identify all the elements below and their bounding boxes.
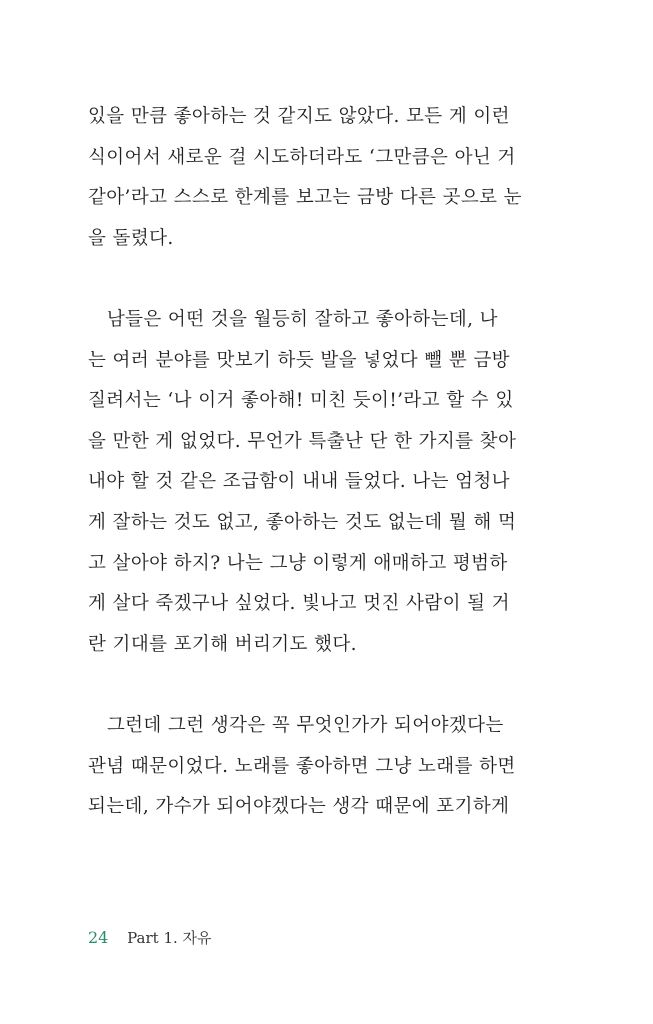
paragraph-break <box>88 665 568 706</box>
text-line: 게 살다 죽겠구나 싶었다. 빛나고 멋진 사람이 될 거 <box>88 593 510 615</box>
text-line: 있을 만큼 좋아하는 것 같지도 않았다. 모든 게 이런 <box>88 106 510 127</box>
page-body-text <box>88 97 568 828</box>
text-line: 란 기대를 포기해 버리기도 했다. <box>88 633 357 655</box>
page-footer <box>88 928 212 948</box>
text-line: 관념 때문이었다. 노래를 좋아하면 그냥 노래를 하면 <box>88 755 516 777</box>
text-line: 는 여러 분야를 맛보기 하듯 발을 넣었다 뺄 뿐 금방 <box>88 349 510 371</box>
text-line: 내야 할 것 같은 조급함이 내내 들었다. 나는 엄청나 <box>88 471 510 493</box>
text-line: 을 만한 게 없었다. 무언가 특출난 단 한 가지를 찾아 <box>88 430 517 452</box>
text-line: 질려서는 ‘나 이거 좋아해! 미친 듯이!’라고 할 수 있 <box>88 390 514 412</box>
text-line: 같아’라고 스스로 한계를 보고는 금방 다른 곳으로 눈 <box>88 187 522 209</box>
running-footer-part-label: Part 1. 자유 <box>127 929 212 947</box>
text-line: 게 잘하는 것도 없고, 좋아하는 것도 없는데 뭘 해 먹 <box>88 511 517 533</box>
text-line: 되는데, 가수가 되어야겠다는 생각 때문에 포기하게 <box>88 796 510 818</box>
text-line: 을 돌렸다. <box>88 227 174 249</box>
paragraph-break <box>88 259 568 300</box>
text-line: 식이어서 새로운 걸 시도하더라도 ‘그만큼은 아닌 거 <box>88 146 516 168</box>
text-line: 고 살아야 하지? 나는 그냥 이렇게 애매하고 평범하 <box>88 552 508 574</box>
text-line: 그런데 그런 생각은 꼭 무엇인가가 되어야겠다는 <box>88 714 504 736</box>
page-number: 24 <box>88 928 109 947</box>
text-line: 남들은 어떤 것을 월등히 잘하고 좋아하는데, 나 <box>88 308 498 330</box>
